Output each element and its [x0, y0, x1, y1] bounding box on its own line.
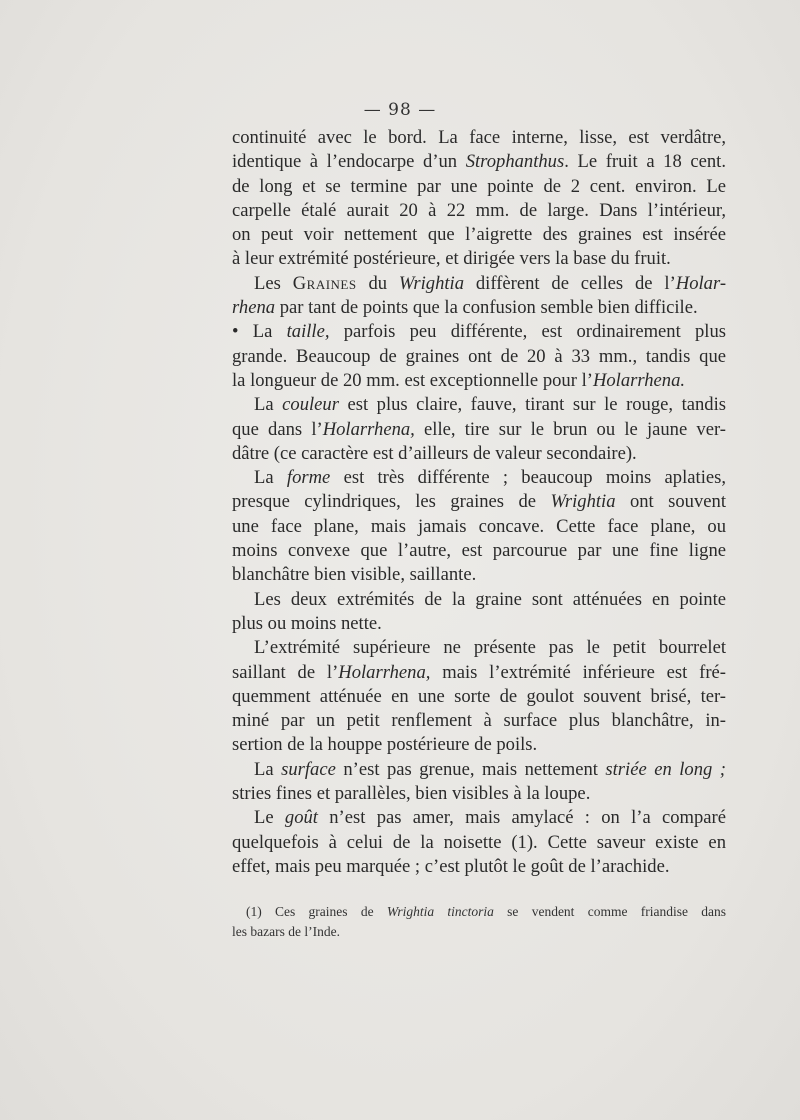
text-line: à leur extrémité postérieure, et dirigée vers la base du fruit. [232, 248, 671, 270]
body-text [232, 126, 726, 879]
text-line: de long et se termine par une pointe de 2 cent. environ. Le [232, 175, 726, 197]
text-line: stries fines et parallèles, bien visibles à la loupe. [232, 783, 591, 805]
text-line: • La taille, parfois peu différente, est ordinairement plus [232, 321, 726, 343]
text-line: effet, mais peu marquée ; c’est plutôt le goût de l’arachide. [232, 855, 670, 877]
text-line: miné par un petit renflement à surface plus blanchâtre, in- [232, 710, 726, 732]
text-line: L’extrémité supérieure ne présente pas le petit bourrelet [254, 637, 726, 659]
text-line: carpelle étalé aurait 20 à 22 mm. de large. Dans l’intérieur, [232, 199, 726, 221]
text-line: une face plane, mais jamais concave. Cette face plane, ou [232, 515, 726, 537]
text-line: grande. Beaucoup de graines ont de 20 à 33 mm., tandis que [232, 345, 726, 367]
text-line: moins convexe que l’autre, est parcourue par une fine ligne [232, 540, 726, 562]
page-number: — 98 — [363, 100, 437, 120]
footnote [232, 902, 726, 942]
text-line: sertion de la houppe postérieure de poils. [232, 734, 538, 756]
footnote-line: les bazars de l’Inde. [232, 924, 340, 939]
text-line: rhena par tant de points que la confusion semble bien difficile. [232, 297, 698, 319]
text-line: Les deux extrémités de la graine sont atténuées en pointe [254, 588, 726, 610]
text-line: Les Graines du Wrightia diffèrent de celles de l’Holar- [254, 272, 727, 294]
text-line: quelquefois à celui de la noisette (1). Cette saveur existe en [232, 831, 726, 853]
text-line: Le goût n’est pas amer, mais amylacé : on l’a comparé [254, 807, 726, 829]
text-line: saillant de l’Holarrhena, mais l’extrémité inférieure est fré- [232, 661, 726, 683]
text-line: La couleur est plus claire, fauve, tirant sur le rouge, tandis [254, 394, 726, 416]
text-line: La surface n’est pas grenue, mais nettement striée en long ; [254, 758, 726, 780]
text-line: plus ou moins nette. [232, 612, 382, 634]
text-line: on peut voir nettement que l’aigrette des graines est insérée [232, 224, 726, 246]
text-line: la longueur de 20 mm. est exceptionnelle pour l’Holarrhena. [232, 369, 686, 391]
text-line: dâtre (ce caractère est d’ailleurs de valeur secondaire). [232, 442, 637, 464]
text-line: que dans l’Holarrhena, elle, tire sur le brun ou le jaune ver- [232, 418, 726, 440]
text-line: quemment atténuée en une sorte de goulot souvent brisé, ter- [232, 685, 726, 707]
text-line: continuité avec le bord. La face interne, lisse, est verdâtre, [232, 127, 726, 148]
text-line: La forme est très différente ; beaucoup moins aplaties, [254, 467, 726, 489]
text-line: presque cylindriques, les graines de Wrightia ont souvent [232, 491, 726, 513]
text-line: blanchâtre bien visible, saillante. [232, 564, 477, 586]
text-line: identique à l’endocarpe d’un Strophanthus. Le fruit a 18 cent. [232, 151, 726, 173]
footnote-line: (1) Ces graines de Wrightia tinctoria se vendent comme friandise dans [246, 904, 726, 919]
